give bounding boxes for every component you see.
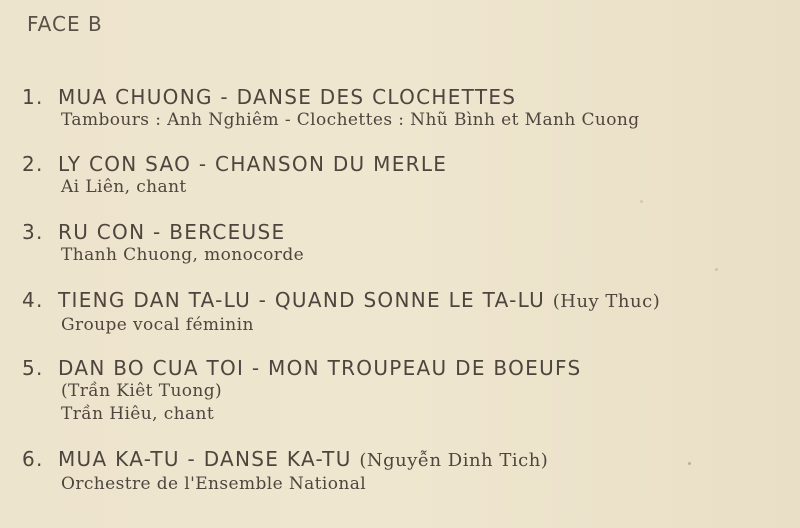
track-title: RU CON - BERCEUSE	[58, 220, 286, 244]
track-title-line	[22, 447, 548, 473]
track-number: 6.	[22, 447, 44, 471]
track-item	[22, 85, 640, 132]
track-title: MUA KA-TU - DANSE KA-TU	[58, 447, 352, 471]
track-number: 5.	[22, 356, 44, 380]
track-item	[22, 152, 447, 199]
track-performers: Trần Hiêu, chant	[61, 404, 215, 424]
paper-speck	[688, 462, 691, 465]
track-performers: Groupe vocal féminin	[61, 315, 254, 335]
track-title: MUA CHUONG - DANSE DES CLOCHETTES	[58, 85, 517, 109]
track-performers: Thanh Chuong, monocorde	[61, 245, 305, 265]
track-item	[22, 220, 304, 267]
track-composer: (Huy Thuc)	[552, 291, 661, 312]
paper-speck	[715, 268, 718, 271]
track-title-line	[22, 288, 660, 314]
track-title-line	[22, 356, 581, 380]
track-number: 2.	[22, 152, 44, 176]
track-title-line	[22, 85, 640, 109]
track-item	[22, 447, 548, 496]
track-number: 1.	[22, 85, 44, 109]
track-number: 4.	[22, 288, 44, 312]
track-title-line	[22, 220, 304, 244]
track-title: LY CON SAO - CHANSON DU MERLE	[58, 152, 448, 176]
paper-speck	[640, 200, 643, 203]
track-title-line	[22, 152, 447, 176]
track-performers: Ai Liên, chant	[61, 177, 187, 197]
track-number: 3.	[22, 220, 44, 244]
track-item	[22, 356, 581, 426]
track-title: DAN BO CUA TOI - MON TROUPEAU DE BOEUFS	[58, 356, 582, 380]
track-performers: Tambours : Anh Nghiêm - Clochettes : Nhũ Bình et Manh Cuong	[61, 110, 640, 130]
track-performers: Orchestre de l'Ensemble National	[61, 474, 367, 494]
track-item	[22, 288, 660, 337]
track-composer: (Nguyễn Dinh Tich)	[359, 450, 549, 471]
face-label: FACE B	[27, 12, 103, 36]
track-composer-line: (Trần Kiêt Tuong)	[61, 381, 223, 401]
track-title: TIENG DAN TA-LU - QUAND SONNE LE TA-LU	[58, 288, 546, 312]
